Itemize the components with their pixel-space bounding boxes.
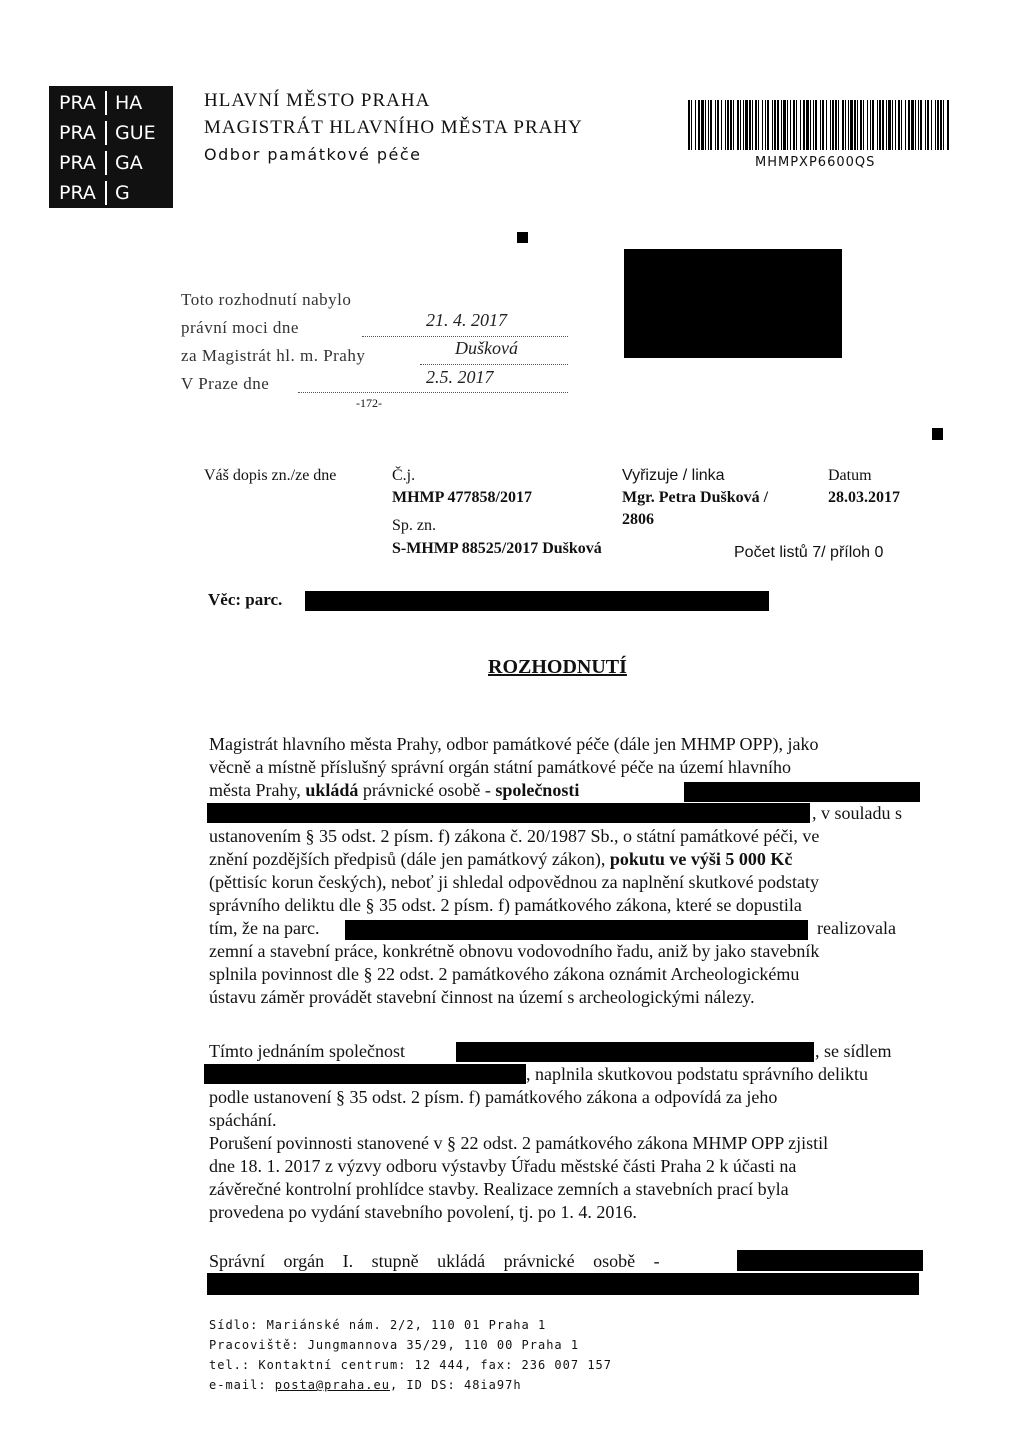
stamp-line: právní moci dne	[181, 318, 299, 337]
para1-line: (pěttisíc korun českých), neboť ji shledal odpovědnou za naplnění skutkové podstaty	[209, 872, 820, 892]
para2-line: spáchání.	[209, 1110, 277, 1130]
page-count: Počet listů 7/ příloh 0	[734, 544, 884, 561]
para1-line: realizovala	[817, 918, 896, 938]
redacted-company	[207, 1273, 919, 1295]
text-segment: ukládá	[305, 780, 359, 800]
text-segment: pokutu ve výši 5 000 Kč	[609, 849, 793, 869]
para1-line: tím, že na parc.	[209, 918, 320, 938]
redacted-address-block	[624, 249, 842, 358]
footer-email-line	[209, 1378, 522, 1392]
text-segment: právnické osobě -	[362, 780, 491, 800]
contact-extension: 2806	[622, 511, 654, 528]
footer-address: Sídlo: Mariánské nám. 2/2, 110 01 Praha 1	[209, 1318, 547, 1332]
file-number-label: Sp. zn.	[392, 517, 436, 534]
redacted-company	[737, 1250, 923, 1271]
text-segment: společnosti	[495, 780, 580, 800]
stamp-dots	[298, 392, 568, 393]
para1-line: splnila povinnost dle § 22 odst. 2 památkového zákona oznámit Archeologickému	[209, 964, 800, 984]
ref-number-label: Č.j.	[392, 467, 416, 484]
redacted-address	[204, 1064, 526, 1084]
para2-line: , naplnila skutkovou podstatu správního deliktu	[526, 1064, 868, 1084]
logo-text: GUE	[115, 122, 156, 144]
para3-line: Správní orgán I. stupně ukládá právnické osobě -	[209, 1251, 660, 1271]
text-segment: , ID DS: 48ia97h	[389, 1378, 522, 1392]
document-title: ROZHODNUTÍ	[488, 656, 627, 678]
footer-workplace: Pracoviště: Jungmannova 35/29, 110 00 Praha 1	[209, 1338, 580, 1352]
logo-text: PRA	[59, 182, 96, 204]
logo-text: HA	[115, 92, 143, 114]
redacted-company	[207, 803, 810, 823]
para2-line: podle ustanovení § 35 odst. 2 písm. f) památkového zákona a odpovídá za jeho	[209, 1087, 778, 1107]
para1-line: správního deliktu dle § 35 odst. 2 písm. f) památkového zákona, které se dopustila	[209, 895, 802, 915]
para1-line	[209, 779, 579, 802]
barcode	[688, 100, 950, 150]
redacted-company	[684, 782, 920, 802]
footer-phone: tel.: Kontaktní centrum: 12 444, fax: 236 007 157	[209, 1358, 613, 1372]
handwritten-signature: Dušková	[455, 338, 518, 358]
subject-label: Věc: parc.	[208, 590, 283, 609]
praha-logo	[49, 86, 173, 208]
stamp-number: -172-	[356, 396, 382, 410]
contact-person: Mgr. Petra Dušková /	[622, 489, 769, 506]
redacted-subject	[305, 591, 769, 611]
para2-line: Porušení povinnosti stanovené v § 22 odst. 2 památkového zákona MHMP OPP zjistil	[209, 1133, 829, 1153]
stamp-dots	[362, 336, 568, 337]
para1-line: Magistrát hlavního města Prahy, odbor památkové péče (dále jen MHMP OPP), jako	[209, 734, 819, 754]
para1-line: věcně a místně příslušný správní orgán státní památkové péče na území hlavního	[209, 757, 792, 777]
para1-line: zemní a stavební práce, konkrétně obnovu vodovodního řadu, aniž by jako stavebník	[209, 941, 820, 961]
scan-mark	[517, 232, 528, 243]
para2-line: závěrečné kontrolní prohlídce stavby. Realizace zemních a stavebních prací byla	[209, 1179, 789, 1199]
text-segment: města Prahy,	[209, 780, 301, 800]
text-segment: e-mail:	[209, 1378, 275, 1392]
ref-number: MHMP 477858/2017	[392, 489, 532, 506]
redacted-company	[456, 1042, 814, 1062]
org-magistrate: MAGISTRÁT HLAVNÍHO MĚSTA PRAHY	[204, 117, 583, 138]
date-label: Datum	[828, 467, 872, 484]
stamp-dots	[420, 364, 568, 365]
your-letter-label: Váš dopis zn./ze dne	[204, 467, 337, 484]
logo-text: PRA	[59, 152, 96, 174]
redacted-parcel	[345, 920, 808, 940]
logo-text: GA	[115, 152, 143, 174]
para1-line: , v souladu s	[812, 803, 902, 823]
para1-line	[209, 848, 792, 871]
scan-mark	[932, 428, 943, 440]
logo-text: G	[115, 182, 130, 204]
para2-line: , se sídlem	[815, 1041, 892, 1061]
para2-line: provedena po vydání stavebního povolení, tj. po 1. 4. 2016.	[209, 1202, 637, 1222]
logo-text: PRA	[59, 92, 96, 114]
email-link[interactable]: posta@praha.eu	[274, 1378, 390, 1392]
contact-label: Vyřizuje / linka	[622, 467, 725, 484]
handwritten-date: 21. 4. 2017	[426, 310, 507, 330]
org-name: HLAVNÍ MĚSTO PRAHA	[204, 90, 431, 111]
para2-line: Tímto jednáním společnost	[209, 1041, 405, 1061]
handwritten-date: 2.5. 2017	[426, 367, 494, 387]
logo-text: PRA	[59, 122, 96, 144]
text-segment: znění pozdějších předpisů (dále jen památkový zákon),	[209, 849, 606, 869]
barcode-text: MHMPXP6600QS	[755, 155, 876, 170]
para1-line: ústavu záměr provádět stavební činnost na území s archeologickými nálezy.	[209, 987, 755, 1007]
stamp-line: V Praze dne	[181, 374, 270, 393]
stamp-line: za Magistrát hl. m. Prahy	[181, 346, 366, 365]
date-value: 28.03.2017	[828, 489, 900, 506]
org-department: Odbor památkové péče	[204, 145, 422, 164]
stamp-line: Toto rozhodnutí nabylo	[181, 290, 352, 309]
para1-line: ustanovením § 35 odst. 2 písm. f) zákona č. 20/1987 Sb., o státní památkové péči, ve	[209, 826, 820, 846]
para2-line: dne 18. 1. 2017 z výzvy odboru výstavby Úřadu městské části Praha 2 k účasti na	[209, 1156, 797, 1176]
file-number: S-MHMP 88525/2017 Dušková	[392, 540, 602, 557]
